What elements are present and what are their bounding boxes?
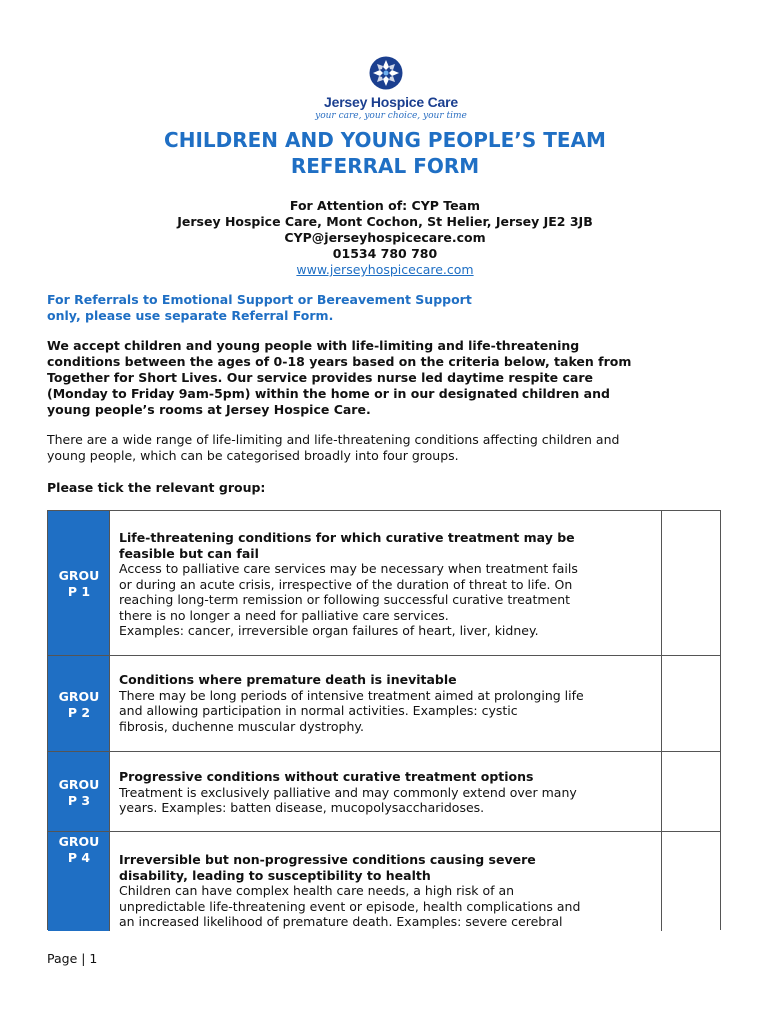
group-description: [119, 852, 654, 930]
service-intro: [47, 338, 727, 418]
group-body-line: or during an acute crisis, irrespective of the duration of threat to life. On: [119, 576, 573, 592]
group-label-line: GROU: [58, 689, 100, 704]
group-body-line: fibrosis, duchenne muscular dystrophy.: [119, 718, 364, 734]
group-body-line: there is no longer a need for palliative care services.: [119, 607, 449, 623]
group-body-line: Treatment is exclusively palliative and may commonly extend over many: [119, 784, 577, 800]
note-line: only, please use separate Referral Form.: [47, 308, 334, 323]
group-label: [48, 832, 110, 931]
table-row: [48, 832, 720, 931]
group-description: [119, 769, 654, 816]
intro-line: (Monday to Friday 9am-5pm) within the home or in our designated children and: [47, 386, 610, 401]
group-body-line: an increased likelihood of premature death. Examples: severe cerebral: [119, 914, 563, 929]
group-4-tick-box[interactable]: [661, 832, 720, 931]
address-line: Jersey Hospice Care, Mont Cochon, St Helier, Jersey JE2 3JB: [177, 214, 593, 229]
title-line-1: CHILDREN AND YOUNG PEOPLE’S TEAM: [164, 128, 606, 152]
group-label-line: P 4: [67, 850, 91, 865]
attention-line: For Attention of: CYP Team: [289, 198, 481, 213]
group-description: [119, 530, 654, 639]
group-body-line: reaching long-term remission or following successful curative treatment: [119, 592, 571, 607]
paragraph-line: There are a wide range of life-limiting and life-threatening conditions affecting children and: [47, 432, 620, 447]
groups-table: [47, 510, 721, 930]
contact-block: [0, 198, 770, 278]
table-row: [48, 511, 720, 656]
intro-line: young people’s rooms at Jersey Hospice Care.: [47, 402, 371, 417]
group-heading-line: Progressive conditions without curative treatment options: [119, 769, 534, 784]
brand-name: Jersey Hospice Care: [324, 94, 458, 110]
group-label-line: GROU: [58, 777, 100, 792]
group-body-line: and allowing participation in normal activities. Examples: cystic: [119, 703, 518, 718]
group-heading-line: Conditions where premature death is inevitable: [119, 672, 457, 687]
group-label-line: P 1: [67, 584, 91, 599]
page-number: Page | 1: [47, 951, 98, 966]
table-row: [48, 656, 720, 752]
group-label-line: GROU: [58, 834, 100, 849]
group-body-line: Children can have complex health care needs, a high risk of an: [119, 883, 515, 898]
tick-prompt: Please tick the relevant group:: [47, 480, 266, 495]
phone-line: 01534 780 780: [332, 246, 438, 261]
group-heading-line: disability, leading to susceptibility to health: [119, 867, 431, 883]
table-row: [48, 752, 720, 832]
group-label-line: P 2: [67, 705, 91, 720]
paragraph-line: young people, which can be categorised broadly into four groups.: [47, 448, 459, 463]
group-body-line: unpredictable life-threatening event or episode, health complications and: [119, 898, 581, 914]
group-label-line: P 3: [67, 793, 91, 808]
group-heading-line: Life-threatening conditions for which curative treatment may be: [119, 530, 575, 545]
intro-line: We accept children and young people with life-limiting and life-threatening: [47, 338, 580, 353]
note-line: For Referrals to Emotional Support or Bereavement Support: [47, 292, 472, 307]
group-description: [119, 672, 654, 734]
group-body-line: There may be long periods of intensive treatment aimed at prolonging life: [119, 687, 584, 703]
group-2-tick-box[interactable]: [661, 656, 720, 751]
group-body-line: years. Examples: batten disease, mucopolysaccharidoses.: [119, 800, 485, 815]
group-body-line: Access to palliative care services may be necessary when treatment fails: [119, 561, 578, 576]
email-line: CYP@jerseyhospicecare.com: [284, 230, 486, 245]
separate-form-note: [47, 292, 727, 324]
group-body-line: Examples: cancer, irreversible organ failures of heart, liver, kidney.: [119, 623, 539, 638]
hospice-logo-icon: [369, 56, 403, 90]
website-link[interactable]: www.jerseyhospicecare.com: [296, 262, 474, 277]
title-line-2: REFERRAL FORM: [290, 154, 480, 178]
group-label: [48, 752, 110, 831]
form-title: [0, 127, 770, 179]
group-label: [48, 656, 110, 751]
group-1-tick-box[interactable]: [661, 511, 720, 655]
group-3-tick-box[interactable]: [661, 752, 720, 831]
brand-tagline: your care, your choice, your time: [315, 111, 467, 121]
intro-line: conditions between the ages of 0-18 years based on the criteria below, taken from: [47, 354, 632, 369]
jersey-hospice-care-logo: [306, 54, 476, 124]
intro-line: Together for Short Lives. Our service provides nurse led daytime respite care: [47, 370, 593, 385]
group-label: [48, 511, 110, 655]
group-heading-line: feasible but can fail: [119, 545, 259, 561]
group-heading-line: Irreversible but non-progressive conditions causing severe: [119, 852, 536, 867]
groups-paragraph: [47, 432, 727, 464]
group-label-line: GROU: [58, 568, 100, 583]
